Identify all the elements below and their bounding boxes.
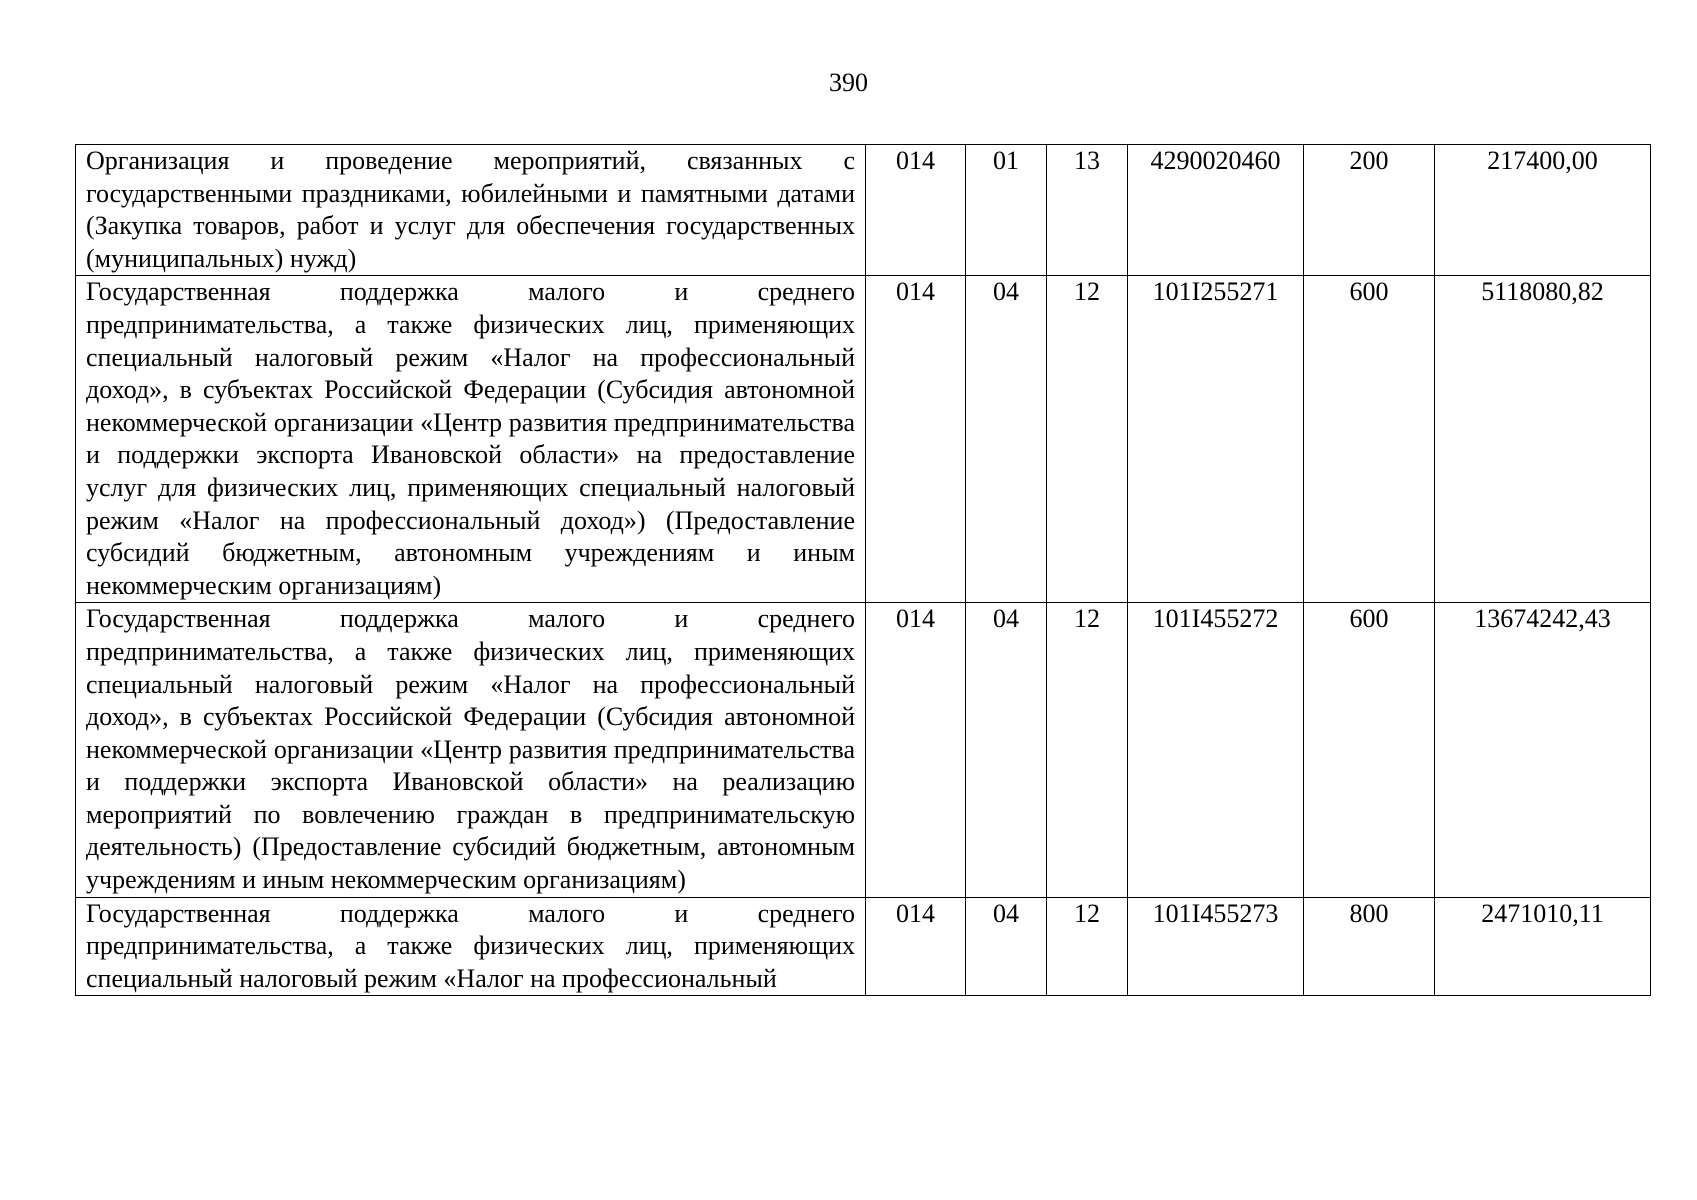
section-code: 04: [966, 897, 1047, 996]
budget-table: [75, 144, 1651, 996]
section-code: 04: [966, 603, 1047, 897]
ministry-code: 014: [866, 145, 966, 276]
table-row: [76, 145, 1651, 276]
expense-type-code: 200: [1304, 145, 1435, 276]
expense-type-code: 600: [1304, 603, 1435, 897]
target-article-code: 4290020460: [1128, 145, 1304, 276]
table-row: [76, 897, 1651, 996]
section-code: 04: [966, 276, 1047, 603]
subsection-code: 12: [1047, 897, 1128, 996]
row-description: Государственная поддержка малого и среднего предпринимательства, а также физических лиц, применяющих специальный налоговый режим «Налог на профессиональный доход», в субъектах Российской Федерации (Субсидия автономной некоммерческой организации «Центр развития предпринимательства и поддержки экспорта Ивановской области» на реализацию мероприятий по вовлечению граждан в предпринимательскую деятельность) (Предоставление субсидий бюджетным, автономным учреждениям и иным некоммерческим организациям): [76, 603, 866, 897]
amount-value: 2471010,11: [1435, 897, 1651, 996]
target-article-code: 101I455272: [1128, 603, 1304, 897]
subsection-code: 12: [1047, 276, 1128, 603]
target-article-code: 101I255271: [1128, 276, 1304, 603]
ministry-code: 014: [866, 603, 966, 897]
row-description: Государственная поддержка малого и среднего предпринимательства, а также физических лиц, применяющих специальный налоговый режим «Налог на профессиональный: [76, 897, 866, 996]
amount-value: 13674242,43: [1435, 603, 1651, 897]
expense-type-code: 600: [1304, 276, 1435, 603]
subsection-code: 13: [1047, 145, 1128, 276]
table-row: [76, 603, 1651, 897]
ministry-code: 014: [866, 897, 966, 996]
amount-value: 217400,00: [1435, 145, 1651, 276]
page-number: 390: [829, 68, 868, 97]
table-row: [76, 276, 1651, 603]
row-description: Государственная поддержка малого и среднего предпринимательства, а также физических лиц, применяющих специальный налоговый режим «Налог на профессиональный доход», в субъектах Российской Федерации (Субсидия автономной некоммерческой организации «Центр развития предпринимательства и поддержки экспорта Ивановской области» на предоставление услуг для физических лиц, применяющих специальный налоговый режим «Налог на профессиональный доход») (Предоставление субсидий бюджетным, автономным учреждениям и иным некоммерческим организациям): [76, 276, 866, 603]
row-description: Организация и проведение мероприятий, связанных с государственными праздниками, юбилейными и памятными датами (Закупка товаров, работ и услуг для обеспечения государственных (муниципальных) нужд): [76, 145, 866, 276]
expense-type-code: 800: [1304, 897, 1435, 996]
ministry-code: 014: [866, 276, 966, 603]
subsection-code: 12: [1047, 603, 1128, 897]
section-code: 01: [966, 145, 1047, 276]
target-article-code: 101I455273: [1128, 897, 1304, 996]
amount-value: 5118080,82: [1435, 276, 1651, 603]
